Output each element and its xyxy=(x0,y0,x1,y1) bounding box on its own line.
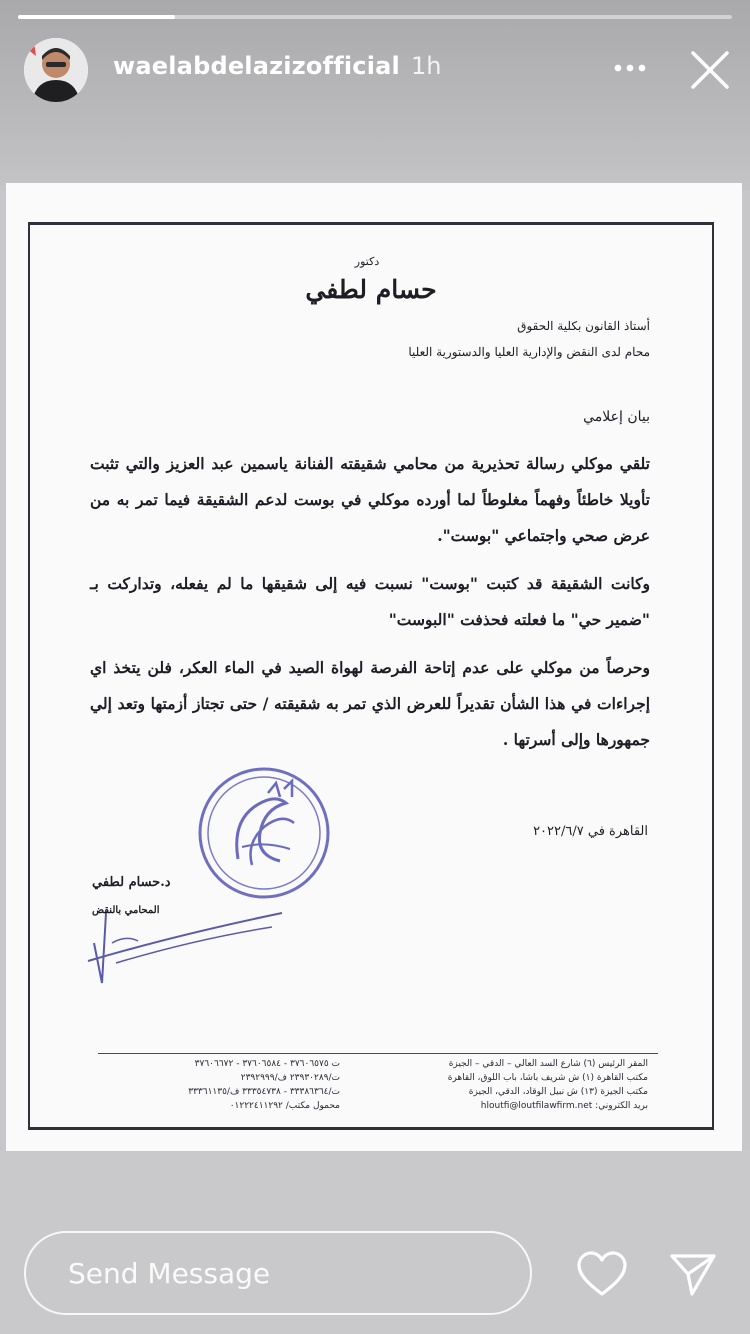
footer-address-line: مكتب الجيزة (١٣) ش نبيل الوقاد، الدقي، الجيزة xyxy=(468,1087,648,1097)
footer-phones xyxy=(100,1057,340,1113)
signature-name: د.حسام لطفي xyxy=(92,875,171,890)
letter-paragraph-3: وحرصاً من موكلي على عدم إتاحة الفرصة لهواة الصيد في الماء العكر، فلن يتخذ اي إجراءات في هذا الشأن تقديراً للعرض الذي تمر به شقيقته / حتى تجتاز أزمتها وتعد إلي جمهورها وإلى أسرتها . xyxy=(90,658,650,749)
more-horizontal-icon[interactable] xyxy=(610,56,650,80)
letter-document xyxy=(6,183,742,1151)
footer-phone-line: محمول مكتب/ ٠١٢٢٢٤١١٢٩٢ xyxy=(229,1101,340,1111)
close-icon[interactable] xyxy=(688,48,732,92)
send-icon[interactable] xyxy=(668,1250,718,1298)
footer-addresses xyxy=(348,1057,648,1113)
footer-phone-line: ت/٢٣٩٣٠٢٨٩ ف/٢٣٩٢٩٩٩ xyxy=(240,1073,340,1083)
handwritten-signature xyxy=(86,883,286,993)
story-username[interactable]: waelabdelazizofficial xyxy=(113,52,400,80)
story-progress-fill xyxy=(18,15,175,19)
footer-email: بريد الكتروني: hloutfi@loutfilawfirm.net xyxy=(480,1101,648,1111)
heart-icon[interactable] xyxy=(576,1250,628,1298)
letter-date: القاهرة في ٢٠٢٢/٦/٧ xyxy=(533,824,648,839)
letter-author-name: حسام لطفي xyxy=(305,275,437,304)
footer-phone-line: ت ٣٧٦٠٦٥٧٥ - ٣٧٦٠٦٥٨٤ - ٣٧٦٠٦٦٧٢ xyxy=(194,1059,340,1069)
story-time: 1h xyxy=(411,52,442,80)
footer-divider xyxy=(98,1053,658,1054)
avatar[interactable] xyxy=(24,38,88,102)
seal-stamp-icon xyxy=(194,763,334,903)
footer-phone-line: ت/٣٣٣٨٦٣٦٤ - ٣٣٣٥٤٧٣٨ ف/٣٣٣٦١١٣٥ xyxy=(188,1087,340,1097)
send-message-placeholder: Send Message xyxy=(68,1257,271,1290)
send-message-input[interactable] xyxy=(24,1231,532,1315)
letter-subtitle-1: أستاذ القانون بكلية الحقوق xyxy=(517,319,650,333)
footer-address-line: المقر الرئيس (٦) شارع السد العالي – الدقي – الجيزة xyxy=(448,1059,648,1069)
letter-paragraph-1: تلقي موكلي رسالة تحذيرية من محامي شقيقته الفنانة ياسمين عبد العزيز والتي تثبت تأويلا خاطئاً وفهماً مغلوطاً لما أورده موكلي في بوست لدعم الشقيقة فيما تمر به من عرض صحي واجتماعي "بوست". xyxy=(90,454,650,545)
statement-title: بيان إعلامي xyxy=(583,409,650,425)
letter-honorific: دكتور xyxy=(354,255,380,268)
letter-paragraph-2: وكانت الشقيقة قد كتبت "بوست" نسبت فيه إلى شقيقها ما لم يفعله، وتداركت بـ "ضمير حي" ما فعلته فحذفت "البوست" xyxy=(90,574,650,629)
story-header-background xyxy=(0,0,750,190)
letter-subtitle-2: محام لدى النقض والإدارية العليا والدستورية العليا xyxy=(408,345,650,359)
footer-address-line: مكتب القاهرة (١) ش شريف باشا، باب اللوق، القاهرة xyxy=(447,1073,648,1083)
story-progress-bar xyxy=(18,15,732,19)
signature-title: المحامي بالنقض xyxy=(92,905,160,916)
